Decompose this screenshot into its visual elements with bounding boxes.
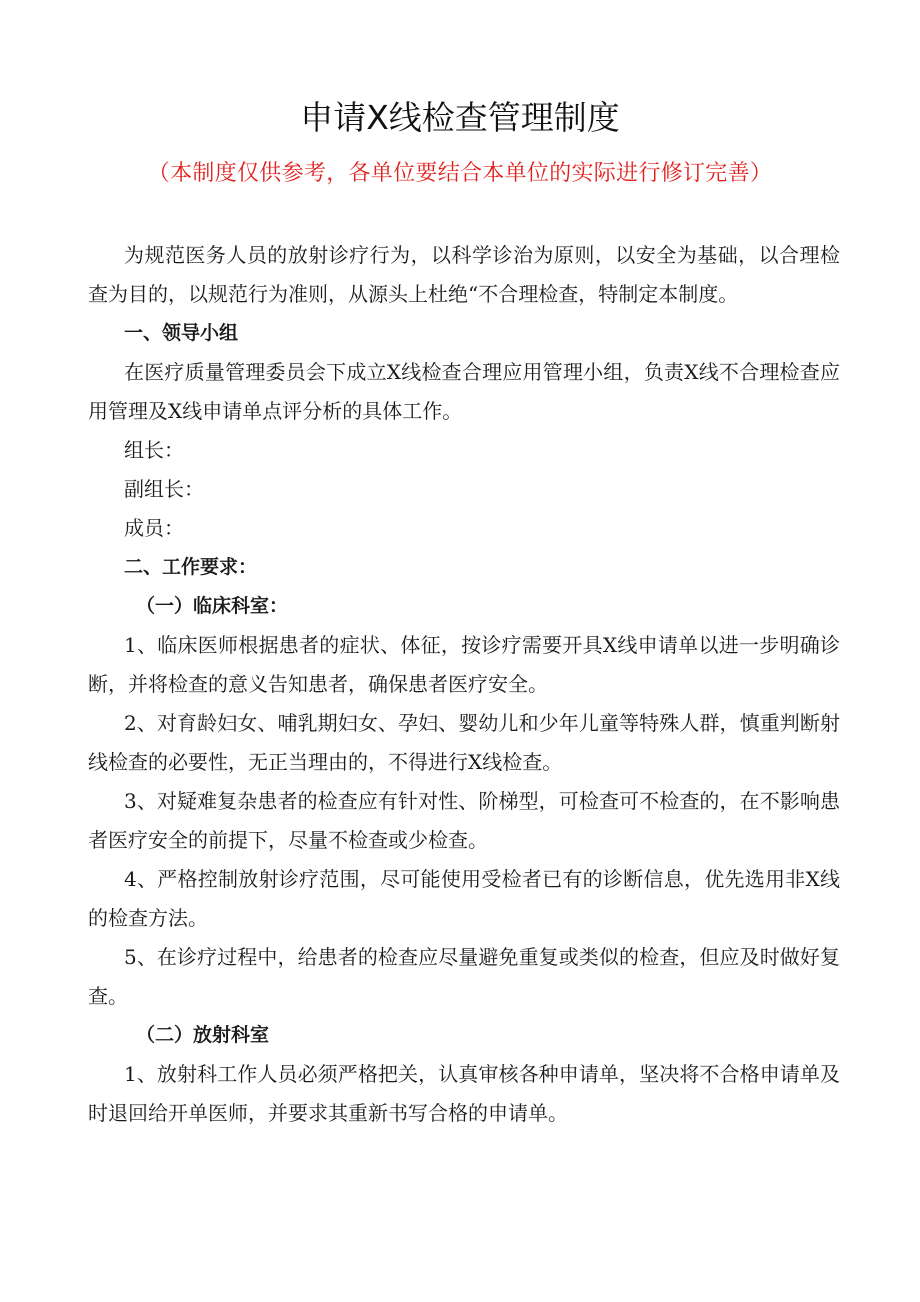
clinical-item: 4、严格控制放射诊疗范围，尽可能使用受检者已有的诊断信息，优先选用非X线的检查方法。 <box>88 867 840 930</box>
document-body <box>88 236 840 1133</box>
leadership-paragraph: 在医疗质量管理委员会下成立X线检查合理应用管理小组，负责X线不合理检查应用管理及X线申请单点评分析的具体工作。 <box>88 360 840 423</box>
clinical-item: 3、对疑难复杂患者的检查应有针对性、阶梯型，可检查可不检查的，在不影响患者医疗安全的前提下，尽量不检查或少检查。 <box>88 789 840 852</box>
clinical-item: 5、在诊疗过程中，给患者的检查应尽量避免重复或类似的检查，但应及时做好复查。 <box>88 945 840 1008</box>
subsection-heading-clinical: （一）临床科室： <box>136 595 289 617</box>
section-heading-requirements: 二、工作要求： <box>124 556 258 578</box>
leader-field: 组长： <box>124 438 184 462</box>
members-field: 成员： <box>124 516 184 540</box>
document-title: 申请X线检查管理制度 <box>300 98 620 137</box>
clinical-item: 1、临床医师根据患者的症状、体征，按诊疗需要开具X线申请单以进一步明确诊断，并将检查的意义告知患者，确保患者医疗安全。 <box>88 633 840 696</box>
subsection-heading-radiology: （二）放射科室 <box>136 1024 270 1046</box>
section-heading-leadership: 一、领导小组 <box>124 322 239 344</box>
vice-leader-field: 副组长： <box>124 477 204 501</box>
radiology-item: 1、放射科工作人员必须严格把关，认真审核各种申请单，坚决将不合格申请单及时退回给开单医师，并要求其重新书写合格的申请单。 <box>88 1062 840 1125</box>
intro-paragraph: 为规范医务人员的放射诊疗行为，以科学诊治为原则，以安全为基础，以合理检查为目的，以规范行为准则，从源头上杜绝“不合理检查，特制定本制度。 <box>88 243 840 306</box>
document-disclaimer: （本制度仅供参考，各单位要结合本单位的实际进行修订完善） <box>147 161 773 186</box>
clinical-item: 2、对育龄妇女、哺乳期妇女、孕妇、婴幼儿和少年儿童等特殊人群，慎重判断射线检查的必要性，无正当理由的，不得进行X线检查。 <box>88 711 840 774</box>
